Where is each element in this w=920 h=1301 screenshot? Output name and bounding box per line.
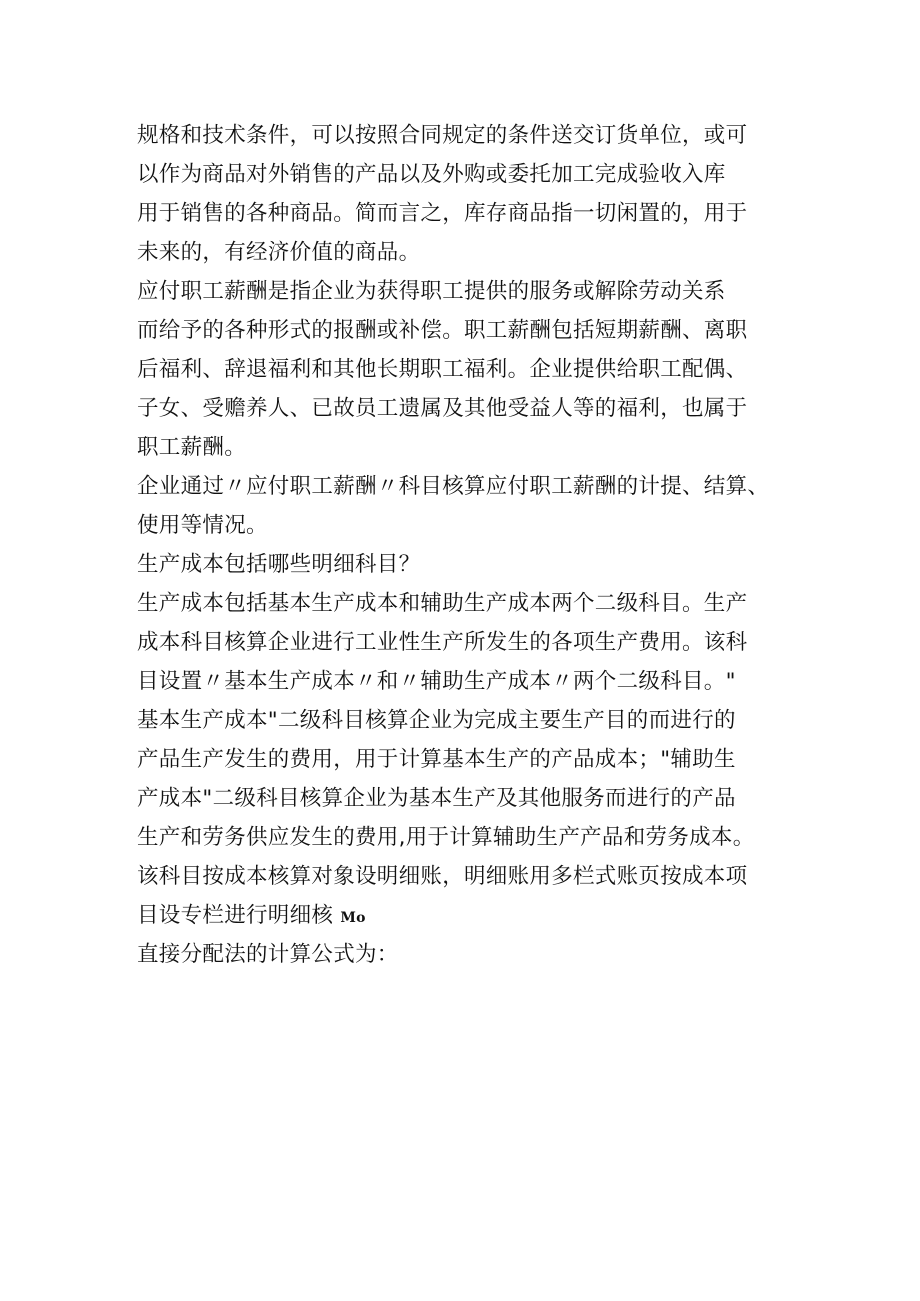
text-line: 目设置〃基本生产成本〃和〃辅助生产成本〃两个二级科目。" <box>137 669 736 694</box>
text-line: 企业通过〃应付职工薪酬〃科目核算应付职工薪酬的计提、结算、 <box>137 474 770 499</box>
text-line: 生产和劳务供应发生的费用,用于计算辅助生产产品和劳务成本。 <box>137 825 755 850</box>
text-line: 后福利、辞退福利和其他长期职工福利。企业提供给职工配偶、 <box>137 357 748 382</box>
text-line: 生产成本包括基本生产成本和辅助生产成本两个二级科目。生产 <box>137 591 748 616</box>
text-line: 产品生产发生的费用，用于计算基本生产的产品成本；"辅助生 <box>137 747 736 772</box>
text-line: 以作为商品对外销售的产品以及外购或委托加工完成验收入库 <box>137 162 726 187</box>
formula-intro: 直接分配法的计算公式为： <box>137 942 399 967</box>
text-line: 职工薪酬。 <box>137 435 247 460</box>
text-line <box>137 896 797 935</box>
text-line: 用于销售的各种商品。简而言之，库存商品指一切闲置的，用于 <box>137 201 748 226</box>
body-text <box>137 116 797 974</box>
text-line: 子女、受赡养人、已故员工遗属及其他受益人等的福利，也属于 <box>137 396 748 421</box>
text-line-tail: Mo <box>340 910 366 926</box>
text-line: 规格和技术条件，可以按照合同规定的条件送交订货单位，或可 <box>137 123 748 148</box>
text-line-main: 目设专栏进行明细核 <box>137 903 334 928</box>
text-line: 使用等情况。 <box>137 513 268 538</box>
text-line: 应付职工薪酬是指企业为获得职工提供的服务或解除劳动关系 <box>137 279 726 304</box>
text-line: 基本生产成本"二级科目核算企业为完成主要生产目的而进行的 <box>137 708 736 733</box>
question-heading: 生产成本包括哪些明细科目？ <box>137 552 421 577</box>
text-line: 该科目按成本核算对象设明细账，明细账用多栏式账页按成本项 <box>137 864 748 889</box>
text-line: 未来的，有经济价值的商品。 <box>137 240 421 265</box>
text-line: 成本科目核算企业进行工业性生产所发生的各项生产费用。该科 <box>137 630 748 655</box>
text-line: 产成本"二级科目核算企业为基本生产及其他服务而进行的产品 <box>137 786 736 811</box>
text-line: 而给予的各种形式的报酬或补偿。职工薪酬包括短期薪酬、离职 <box>137 318 748 343</box>
